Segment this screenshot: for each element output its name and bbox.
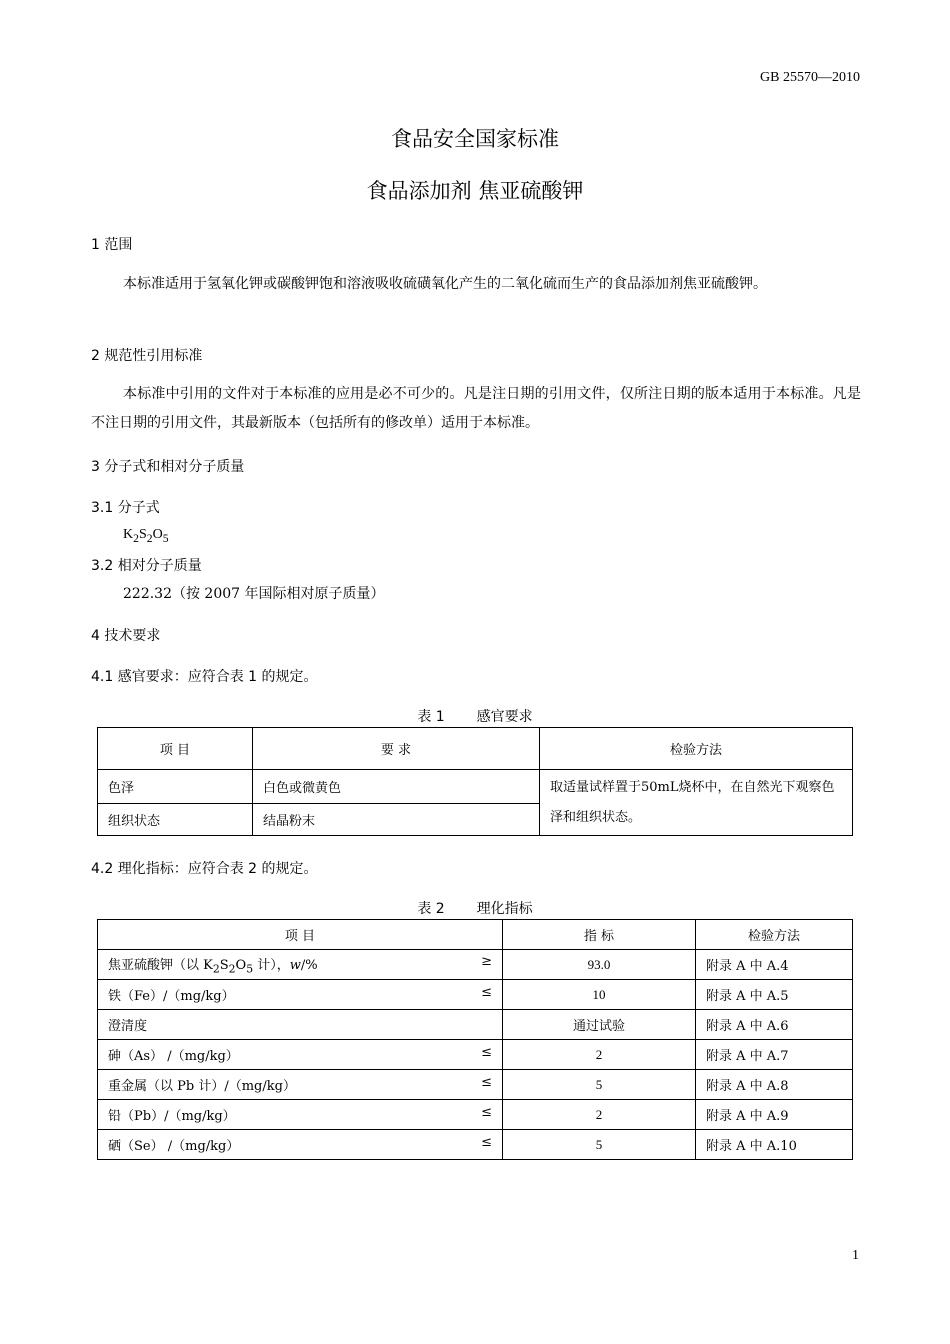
table-2-value: 10 xyxy=(503,980,696,1010)
table-row xyxy=(98,1040,853,1070)
table-2 xyxy=(97,919,853,1160)
section-4-1-heading: 4.1 感官要求：应符合表 1 的规定。 xyxy=(91,669,318,685)
comparison-symbol: ≤ xyxy=(481,1075,492,1090)
table-row xyxy=(98,1010,853,1040)
table-row xyxy=(98,1100,853,1130)
table-1-header-item: 项 目 xyxy=(98,728,253,770)
table-2-method: 附录 A 中 A.5 xyxy=(696,980,853,1010)
table-1-header-requirement: 要 求 xyxy=(253,728,540,770)
table-2-method: 附录 A 中 A.9 xyxy=(696,1100,853,1130)
table-2-item: ≤ 铁（Fe）/（mg/kg） xyxy=(98,980,503,1010)
table-2-value: 2 xyxy=(503,1100,696,1130)
document-subtitle: 食品添加剂 焦亚硫酸钾 xyxy=(366,179,584,203)
table-1-header-method: 检验方法 xyxy=(540,728,853,770)
table-2-value: 通过试验 xyxy=(503,1010,696,1040)
section-3-2-heading: 3.2 相对分子质量 xyxy=(91,558,202,574)
table-row xyxy=(98,1070,853,1100)
table-2-value: 5 xyxy=(503,1070,696,1100)
table-2-value: 93.0 xyxy=(503,950,696,980)
comparison-symbol: ≤ xyxy=(481,1045,492,1060)
section-1-body: 本标准适用于氢氧化钾或碳酸钾饱和溶液吸收硫磺氧化产生的二氧化硫而生产的食品添加剂焦亚硫酸钾。 xyxy=(123,276,767,292)
table-2-item: 澄清度 xyxy=(98,1010,503,1040)
table-2-method: 附录 A 中 A.7 xyxy=(696,1040,853,1070)
table-row xyxy=(98,980,853,1010)
section-3-heading: 3 分子式和相对分子质量 xyxy=(91,459,245,475)
table-row xyxy=(98,1130,853,1160)
table-2-method: 附录 A 中 A.8 xyxy=(696,1070,853,1100)
table-2-item: ≥ 焦亚硫酸钾（以 $K_2S_2O_5$ 计），w/% xyxy=(98,950,503,980)
table-2-value: 5 xyxy=(503,1130,696,1160)
table-2-item: ≤ 铅（Pb）/（mg/kg） xyxy=(98,1100,503,1130)
table-2-header-method: 检验方法 xyxy=(696,920,853,950)
comparison-symbol: ≤ xyxy=(481,1105,492,1120)
table-1-row-requirement: 白色或微黄色 xyxy=(253,770,540,804)
molecular-mass: 222.32（按 2007 年国际相对原子质量） xyxy=(123,586,385,602)
table-1-row-item: 色泽 xyxy=(98,770,253,804)
comparison-symbol: ≤ xyxy=(481,1135,492,1150)
document-title: 食品安全国家标准 xyxy=(391,127,559,151)
table-2-header-value: 指 标 xyxy=(503,920,696,950)
section-2-body: 本标准中引用的文件对于本标准的应用是必不可少的。凡是注日期的引用文件，仅所注日期的版本适用于本标准。凡是不注日期的引用文件，其最新版本（包括所有的修改单）适用于本标准。 xyxy=(91,386,861,431)
molecular-formula: $K_2S_2O_5$ xyxy=(123,527,169,545)
table-1-caption: 表 1 感官要求 xyxy=(417,709,533,725)
table-2-item: ≤ 硒（Se） /（mg/kg） xyxy=(98,1130,503,1160)
section-1-heading: 1 范围 xyxy=(91,237,133,253)
table-row xyxy=(98,950,853,980)
standard-number: GB 25570—2010 xyxy=(760,70,860,85)
table-2-method: 附录 A 中 A.6 xyxy=(696,1010,853,1040)
table-1-row-requirement: 结晶粉末 xyxy=(253,804,540,836)
section-2-heading: 2 规范性引用标准 xyxy=(91,348,203,364)
page-number: 1 xyxy=(852,1248,859,1263)
table-1-method: 取适量试样置于50mL烧杯中，在自然光下观察色泽和组织状态。 xyxy=(540,770,853,836)
section-4-2-heading: 4.2 理化指标：应符合表 2 的规定。 xyxy=(91,861,318,877)
table-2-method: 附录 A 中 A.10 xyxy=(696,1130,853,1160)
table-2-value: 2 xyxy=(503,1040,696,1070)
table-2-item: ≤ 重金属（以 Pb 计）/（mg/kg） xyxy=(98,1070,503,1100)
comparison-symbol: ≥ xyxy=(481,953,492,969)
section-3-1-heading: 3.1 分子式 xyxy=(91,500,160,516)
comparison-symbol: ≤ xyxy=(481,985,492,1000)
table-2-caption: 表 2 理化指标 xyxy=(417,901,533,917)
table-2-header-item: 项 目 xyxy=(98,920,503,950)
table-1-row-item: 组织状态 xyxy=(98,804,253,836)
table-1 xyxy=(97,727,853,836)
table-2-method: 附录 A 中 A.4 xyxy=(696,950,853,980)
section-4-heading: 4 技术要求 xyxy=(91,628,161,644)
table-2-item: ≤ 砷（As） /（mg/kg） xyxy=(98,1040,503,1070)
